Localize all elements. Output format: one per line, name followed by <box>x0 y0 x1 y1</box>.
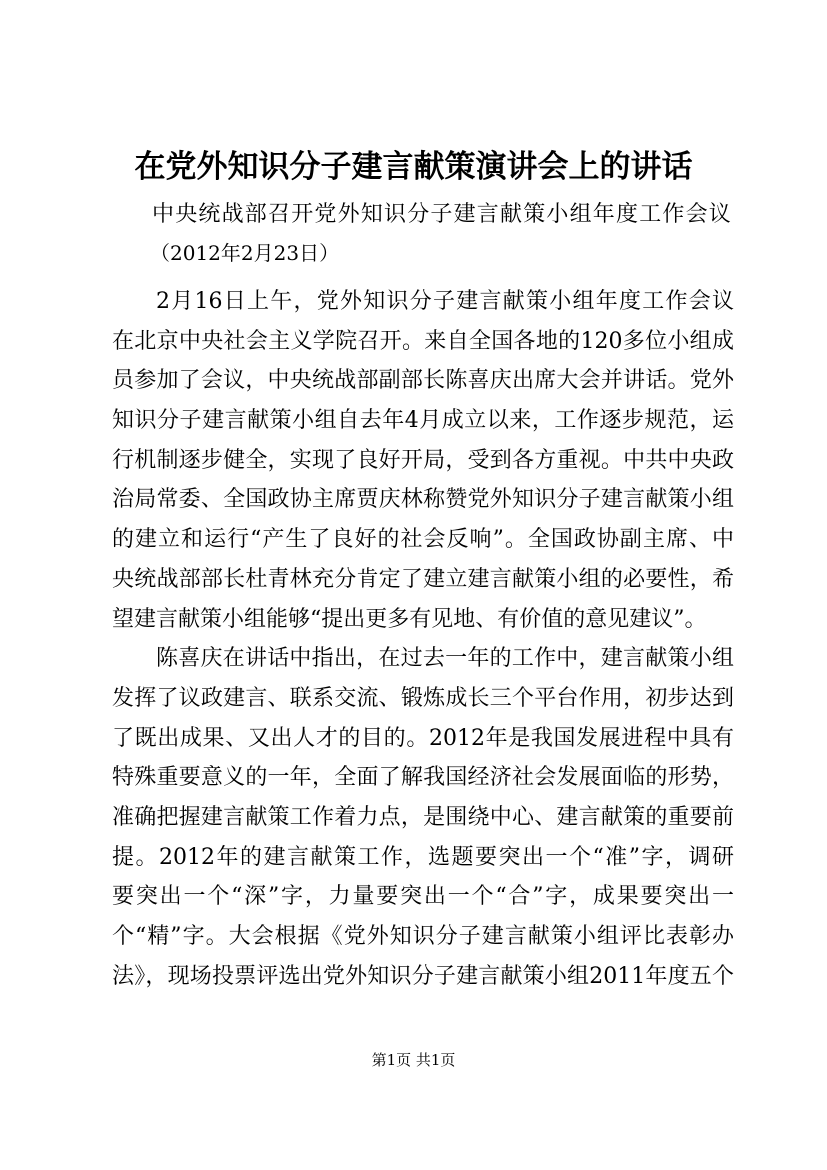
paragraph-line: 法》，现场投票评选出党外知识分子建言献策小组2011年度五个 <box>112 963 734 989</box>
paragraph-line: 提。2012年的建言献策工作，选题要突出一个“准”字，调研 <box>112 844 734 870</box>
document-subtitle: 中央统战部召开党外知识分子建言献策小组年度工作会议 <box>152 202 733 227</box>
paragraph-line: 准确把握建言献策工作着力点，是围绕中心、建言献策的重要前 <box>112 804 734 830</box>
paragraph-line: 知识分子建言献策小组自去年4月成立以来，工作逐步规范，运 <box>112 408 734 434</box>
document-date: （2012年2月23日） <box>150 241 340 265</box>
paragraph-line: 发挥了议政建言、联系交流、锻炼成长三个平台作用，初步达到 <box>112 685 734 711</box>
paragraph-line: 员参加了会议，中央统战部副部长陈喜庆出席大会并讲话。党外 <box>112 368 734 394</box>
paragraph-line: 个“精”字。大会根据《党外知识分子建言献策小组评比表彰办 <box>112 924 734 949</box>
paragraph-line: 行机制逐步健全，实现了良好开局，受到各方重视。中共中央政 <box>112 447 734 473</box>
paragraph-line: 治局常委、全国政协主席贾庆林称赞党外知识分子建言献策小组 <box>112 487 734 513</box>
paragraph-line: 的建立和运行“产生了良好的社会反响”。全国政协副主席、中 <box>112 527 734 553</box>
paragraph-line: 在北京中央社会主义学院召开。来自全国各地的120多位小组成 <box>112 328 734 354</box>
page-number-footer: 第1页 共1页 <box>371 1051 456 1069</box>
paragraph-line: 望建言献策小组能够“提出更多有见地、有价值的意见建议”。 <box>112 606 707 632</box>
document-body <box>112 282 734 996</box>
paragraph-line: 央统战部部长杜青林充分肯定了建立建言献策小组的必要性，希 <box>112 566 734 592</box>
document-title: 在党外知识分子建言献策演讲会上的讲话 <box>134 149 693 185</box>
paragraph-line: 特殊重要意义的一年，全面了解我国经济社会发展面临的形势， <box>112 765 734 791</box>
paragraph-line: 2月16日上午，党外知识分子建言献策小组年度工作会议 <box>156 289 734 314</box>
paragraph-line: 陈喜庆在讲话中指出，在过去一年的工作中，建言献策小组 <box>156 646 734 672</box>
paragraph-line: 要突出一个“深”字，力量要突出一个“合”字，成果要突出一 <box>112 884 734 910</box>
paragraph-line: 了既出成果、又出人才的目的。2012年是我国发展进程中具有 <box>112 725 734 751</box>
